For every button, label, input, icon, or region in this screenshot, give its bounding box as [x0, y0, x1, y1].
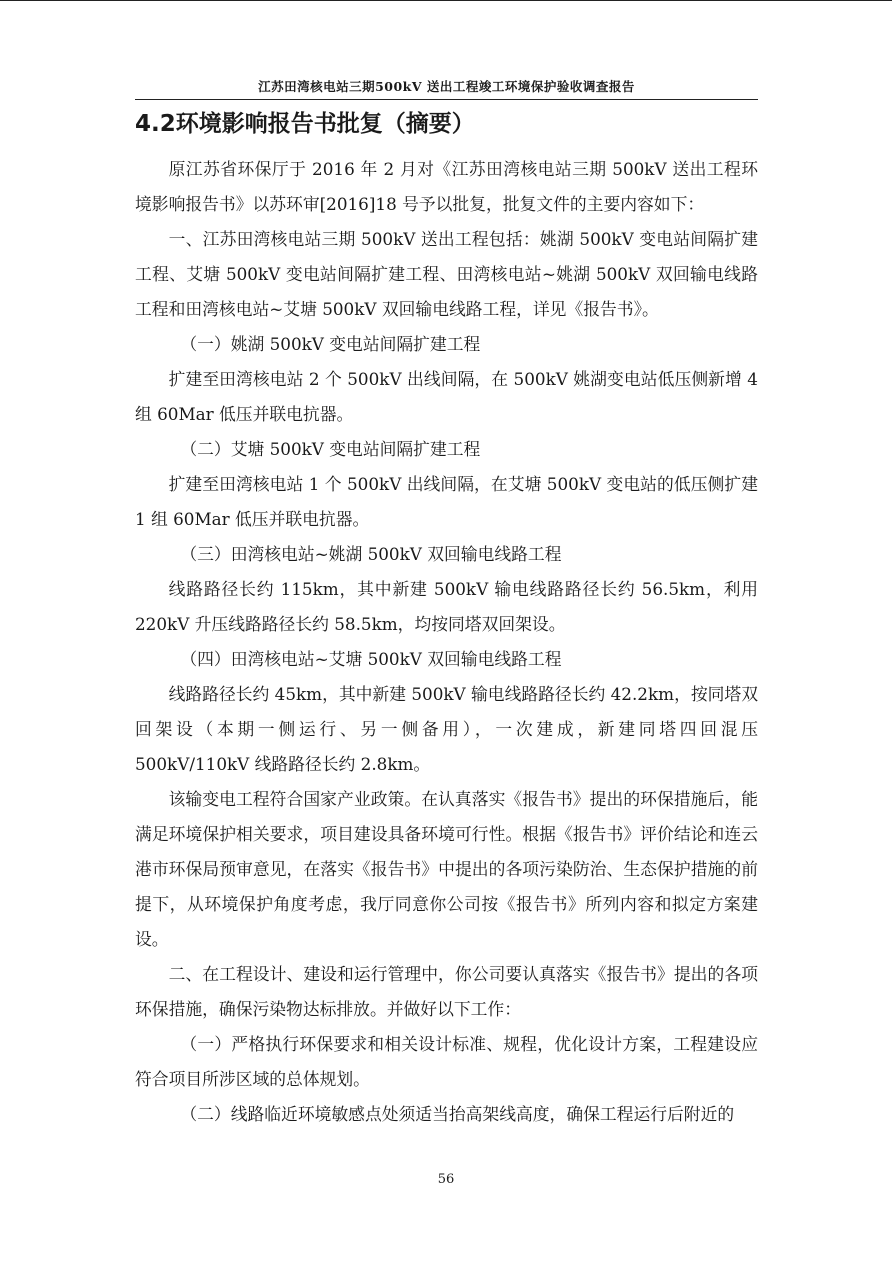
paragraph-requirement-1: （一）严格执行环保要求和相关设计标准、规程，优化设计方案，工程建设应符合项目所涉区域的总体规划。 — [135, 1034, 758, 1089]
header-rule — [135, 99, 758, 100]
subheading-aitang: （二）艾塘 500kV 变电站间隔扩建工程 — [180, 439, 481, 459]
paragraph-requirements: 二、在工程设计、建设和运行管理中，你公司要认真落实《报告书》提出的各项环保措施，确保污染物达标排放。并做好以下工作： — [135, 964, 758, 1019]
subheading-line-aitang: （四）田湾核电站~艾塘 500kV 双回输电线路工程 — [180, 649, 562, 669]
paragraph-intro: 原江苏省环保厅于 2016 年 2 月对《江苏田湾核电站三期 500kV 送出工程环境影响报告书》以苏环审[2016]18 号予以批复，批复文件的主要内容如下： — [135, 159, 758, 214]
page-top-border — [0, 0, 892, 1]
paragraph-aitang: 扩建至田湾核电站 1 个 500kV 出线间隔，在艾塘 500kV 变电站的低压侧扩建 1 组 60Mar 低压并联电抗器。 — [135, 474, 758, 529]
section-heading: 4.2环境影响报告书批复（摘要） — [135, 111, 475, 137]
body-text — [135, 152, 758, 1132]
paragraph-line-aitang: 线路路径长约 45km，其中新建 500kV 输电线路路径长约 42.2km，按同塔双回架设（本期一侧运行、另一侧备用），一次建成，新建同塔四回混压 500kV/110kV 线路路径长约 2.8km。 — [135, 684, 758, 774]
paragraph-requirement-2: （二）线路临近环境敏感点处须适当抬高架线高度，确保工程运行后附近的 — [180, 1104, 735, 1124]
subheading-yaohu: （一）姚湖 500kV 变电站间隔扩建工程 — [180, 334, 481, 354]
paragraph-line-yaohu: 线路路径长约 115km，其中新建 500kV 输电线路路径长约 56.5km，利用 220kV 升压线路路径长约 58.5km，均按同塔双回架设。 — [135, 579, 758, 634]
running-header: 江苏田湾核电站三期500kV 送出工程竣工环境保护验收调查报告 — [258, 79, 635, 94]
subheading-line-yaohu: （三）田湾核电站~姚湖 500kV 双回输电线路工程 — [180, 544, 562, 564]
paragraph-yaohu: 扩建至田湾核电站 2 个 500kV 出线间隔，在 500kV 姚湖变电站低压侧新增 4 组 60Mar 低压并联电抗器。 — [135, 369, 758, 424]
page-number: 56 — [437, 1172, 455, 1187]
paragraph-policy: 该输变电工程符合国家产业政策。在认真落实《报告书》提出的环保措施后，能满足环境保护相关要求，项目建设具备环境可行性。根据《报告书》评价结论和连云港市环保局预审意见，在落实《报告书》中提出的各项污染防治、生态保护措施的前提下，从环境保护角度考虑，我厅同意你公司按《报告书》所列内容和拟定方案建设。 — [135, 789, 758, 949]
paragraph-scope: 一、江苏田湾核电站三期 500kV 送出工程包括：姚湖 500kV 变电站间隔扩建工程、艾塘 500kV 变电站间隔扩建工程、田湾核电站~姚湖 500kV 双回输电线路工程和田湾核电站~艾塘 500kV 双回输电线路工程，详见《报告书》。 — [135, 229, 758, 319]
